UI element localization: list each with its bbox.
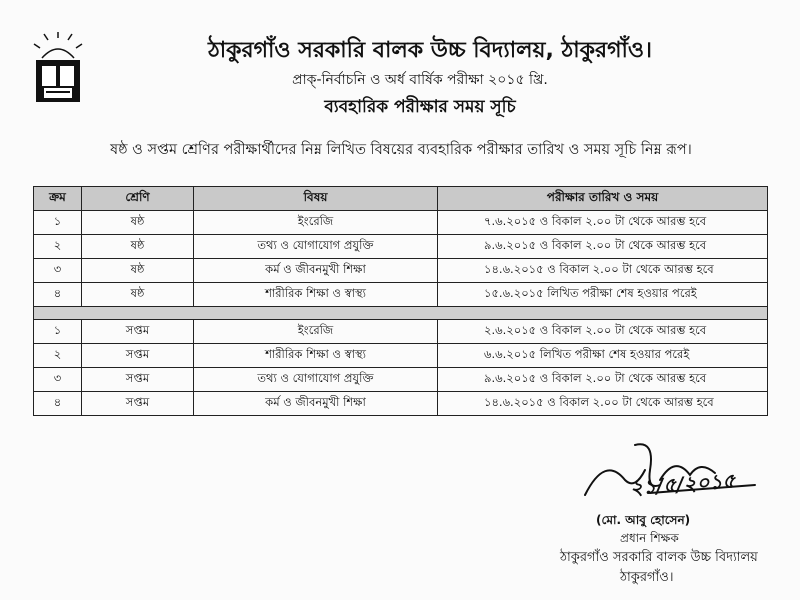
cell-datetime: ২.৬.২০১৫ ও বিকাল ২.০০ টা থেকে আরম্ভ হবে (438, 320, 768, 344)
cell-subject: ইংরেজি (194, 320, 438, 344)
table-header-row (34, 187, 768, 211)
cell-subject: কর্ম ও জীবনমুখী শিক্ষা (194, 392, 438, 416)
header-datetime: পরীক্ষার তারিখ ও সময় (438, 187, 768, 211)
header-subject: বিষয় (194, 187, 438, 211)
cell-datetime: ৯.৬.২০১৫ ও বিকাল ২.০০ টা থেকে আরম্ভ হবে (438, 235, 768, 259)
exam-name: প্রাক্-নির্বাচনি ও অর্ধ বার্ষিক পরীক্ষা ২০১৫ খ্রি. (292, 72, 548, 88)
signatory-title: প্রধান শিক্ষক (620, 531, 679, 545)
cell-subject: তথ্য ও যোগাযোগ প্রযুক্তি (194, 368, 438, 392)
cell-sl: ১ (34, 211, 82, 235)
signatory-place: ঠাকুরগাঁও। (620, 570, 674, 585)
cell-subject: কর্ম ও জীবনমুখী শিক্ষা (194, 259, 438, 283)
separator-cell (34, 307, 768, 320)
cell-subject: তথ্য ও যোগাযোগ প্রযুক্তি (194, 235, 438, 259)
group-separator-row (34, 307, 768, 320)
school-name: ঠাকুরগাঁও সরকারি বালক উচ্চ বিদ্যালয়, ঠাকুরগাঁও। (208, 38, 652, 63)
signature-date: ২১/৫/২০১৫ (629, 468, 737, 500)
schedule-table (33, 186, 768, 416)
header-sl: ক্রম (34, 187, 82, 211)
cell-datetime: ১৪.৬.২০১৫ ও বিকাল ২.০০ টা থেকে আরম্ভ হবে (438, 392, 768, 416)
cell-class: ষষ্ঠ (82, 259, 194, 283)
table-row (34, 211, 768, 235)
cell-datetime: ৯.৬.২০১৫ ও বিকাল ২.০০ টা থেকে আরম্ভ হবে (438, 368, 768, 392)
cell-sl: ৩ (34, 259, 82, 283)
intro-text: ষষ্ঠ ও সপ্তম শ্রেণির পরীক্ষার্থীদের নিম্ন লিখিত বিষয়ের ব্যবহারিক পরীক্ষার তারিখ ও সময় সূচি নিম্ন রূপ। (110, 142, 692, 158)
cell-subject: শারীরিক শিক্ষা ও স্বাস্থ্য (194, 344, 438, 368)
table-row (34, 235, 768, 259)
cell-class: সপ্তম (82, 320, 194, 344)
cell-subject: ইংরেজি (194, 211, 438, 235)
cell-class: ষষ্ঠ (82, 283, 194, 307)
table-row (34, 344, 768, 368)
cell-class: সপ্তম (82, 368, 194, 392)
cell-class: সপ্তম (82, 344, 194, 368)
cell-datetime: ৬.৬.২০১৫ লিখিত পরীক্ষা শেষ হওয়ার পরেই (438, 344, 768, 368)
cell-class: সপ্তম (82, 392, 194, 416)
document-title: ব্যবহারিক পরীক্ষার সময় সূচি (324, 97, 516, 117)
table-row (34, 368, 768, 392)
cell-sl: ৩ (34, 368, 82, 392)
table-row (34, 283, 768, 307)
cell-class: ষষ্ঠ (82, 211, 194, 235)
cell-sl: ২ (34, 344, 82, 368)
table-row (34, 392, 768, 416)
cell-subject: শারীরিক শিক্ষা ও স্বাস্থ্য (194, 283, 438, 307)
cell-datetime: ১৫.৬.২০১৫ লিখিত পরীক্ষা শেষ হওয়ার পরেই (438, 283, 768, 307)
signatory-school: ঠাকুরগাঁও সরকারি বালক উচ্চ বিদ্যালয় (560, 550, 758, 565)
cell-sl: ১ (34, 320, 82, 344)
table-row (34, 259, 768, 283)
cell-datetime: ১৪.৬.২০১৫ ও বিকাল ২.০০ টা থেকে আরম্ভ হবে (438, 259, 768, 283)
header-class: শ্রেণি (82, 187, 194, 211)
table-row (34, 320, 768, 344)
cell-datetime: ৭.৬.২০১৫ ও বিকাল ২.০০ টা থেকে আরম্ভ হবে (438, 211, 768, 235)
cell-sl: ২ (34, 235, 82, 259)
signatory-name: (মো. আবু হোসেন) (596, 513, 691, 527)
cell-sl: ৪ (34, 283, 82, 307)
cell-sl: ৪ (34, 392, 82, 416)
cell-class: ষষ্ঠ (82, 235, 194, 259)
